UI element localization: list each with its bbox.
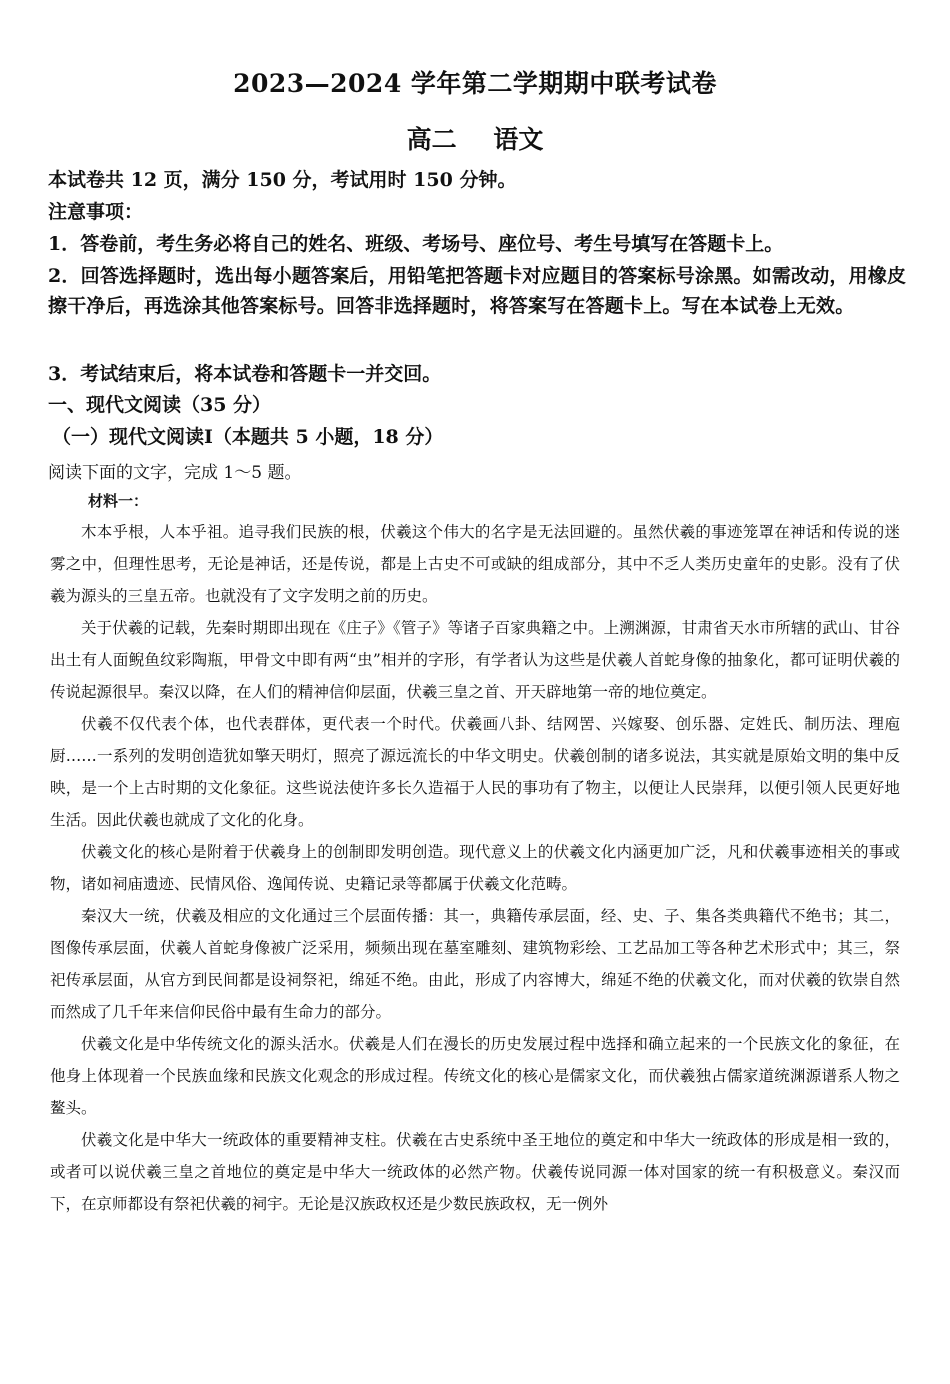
notice-item-3: 3．考试结束后，将本试卷和答题卡一并交回。 [48,363,442,385]
paragraph-3: 伏羲不仅代表个体，也代表群体，更代表一个时代。伏羲画八卦、结网罟、兴嫁娶、创乐器、定姓氏、制历法、理庖厨……一系列的发明创造犹如擎天明灯，照亮了源远流长的中华文明史。伏羲创制的诸多说法，其实就是原始文明的集中反映，是一个上古时期的文化象征。这些说法使许多长久造福于人民的事功有了物主，以便让人民崇拜，以便引领人民更好地生活。因此伏羲也就成了文化的化身。 [50,715,900,829]
paragraph-4: 伏羲文化的核心是附着于伏羲身上的创制即发明创造。现代意义上的伏羲文化内涵更加广泛，凡和伏羲事迹相关的事或物，诸如祠庙遗迹、民情风俗、逸闻传说、史籍记录等都属于伏羲文化范畴。 [50,843,900,893]
material-body [50,516,900,1220]
paragraph-7: 伏羲文化是中华大一统政体的重要精神支柱。伏羲在古史系统中圣王地位的奠定和中华大一统政体的形成是相一致的，或者可以说伏羲三皇之首地位的奠定是中华大一统政体的必然产物。伏羲传说同源一体对国家的统一有积极意义。秦汉而下，在京师都设有祭祀伏羲的祠宇。无论是汉族政权还是少数民族政权，无一例外 [50,1131,900,1213]
exam-subtitle: 高二 语文 [406,125,544,154]
section-heading: 一、现代文阅读（35 分） [48,394,272,416]
paragraph-5: 秦汉大一统，伏羲及相应的文化通过三个层面传播：其一，典籍传承层面，经、史、子、集各类典籍代不绝书；其二，图像传承层面，伏羲人首蛇身像被广泛采用，频频出现在墓室雕刻、建筑物彩绘、工艺品加工等各种艺术形式中；其三，祭祀传承层面，从官方到民间都是设祠祭祀，绵延不绝。由此，形成了内容博大，绵延不绝的伏羲文化，而对伏羲的钦崇自然而然成了几千年来信仰民俗中最有生命力的部分。 [50,907,900,1021]
exam-title: 2023—2024 学年第二学期期中联考试卷 [233,69,717,98]
notice-item-1: 1．答卷前，考生务必将自己的姓名、班级、考场号、座位号、考生号填写在答题卡上。 [48,233,784,255]
paragraph-2: 关于伏羲的记载，先秦时期即出现在《庄子》《管子》等诸子百家典籍之中。上溯渊源，甘肃省天水市所辖的武山、甘谷出土有人面鲵鱼纹彩陶瓶，甲骨文中即有两“虫”相并的字形，有学者认为这些是伏羲人首蛇身像的抽象化，都可证明伏羲的传说起源很早。秦汉以降，在人们的精神信仰层面，伏羲三皇之首、开天辟地第一帝的地位奠定。 [50,619,900,701]
notice-item-2: 2．回答选择题时，选出每小题答案后，用铅笔把答题卡对应题目的答案标号涂黑。如需改动，用橡皮擦干净后，再选涂其他答案标号。回答非选择题时，将答案写在答题卡上。写在本试卷上无效。 [48,265,907,317]
subsection-heading: （一）现代文阅读Ⅰ（本题共 5 小题，18 分） [52,426,444,448]
material-label: 材料一： [88,492,149,510]
exam-intro: 本试卷共 12 页，满分 150 分，考试用时 150 分钟。 [48,169,517,191]
paragraph-1: 木本乎根，人本乎祖。追寻我们民族的根，伏羲这个伟大的名字是无法回避的。虽然伏羲的事迹笼罩在神话和传说的迷雾之中，但理性思考，无论是神话，还是传说，都是上古史不可或缺的组成部分，其中不乏人类历史童年的史影。没有了伏羲为源头的三皇五帝。也就没有了文字发明之前的历史。 [50,523,900,605]
reading-instruction: 阅读下面的文字，完成 1～5 题。 [48,463,302,483]
notice-heading: 注意事项： [48,201,144,223]
paragraph-6: 伏羲文化是中华传统文化的源头活水。伏羲是人们在漫长的历史发展过程中选择和确立起来的一个民族文化的象征，在他身上体现着一个民族血缘和民族文化观念的形成过程。传统文化的核心是儒家文化，而伏羲独占儒家道统渊源谱系人物之鳌头。 [50,1035,900,1117]
